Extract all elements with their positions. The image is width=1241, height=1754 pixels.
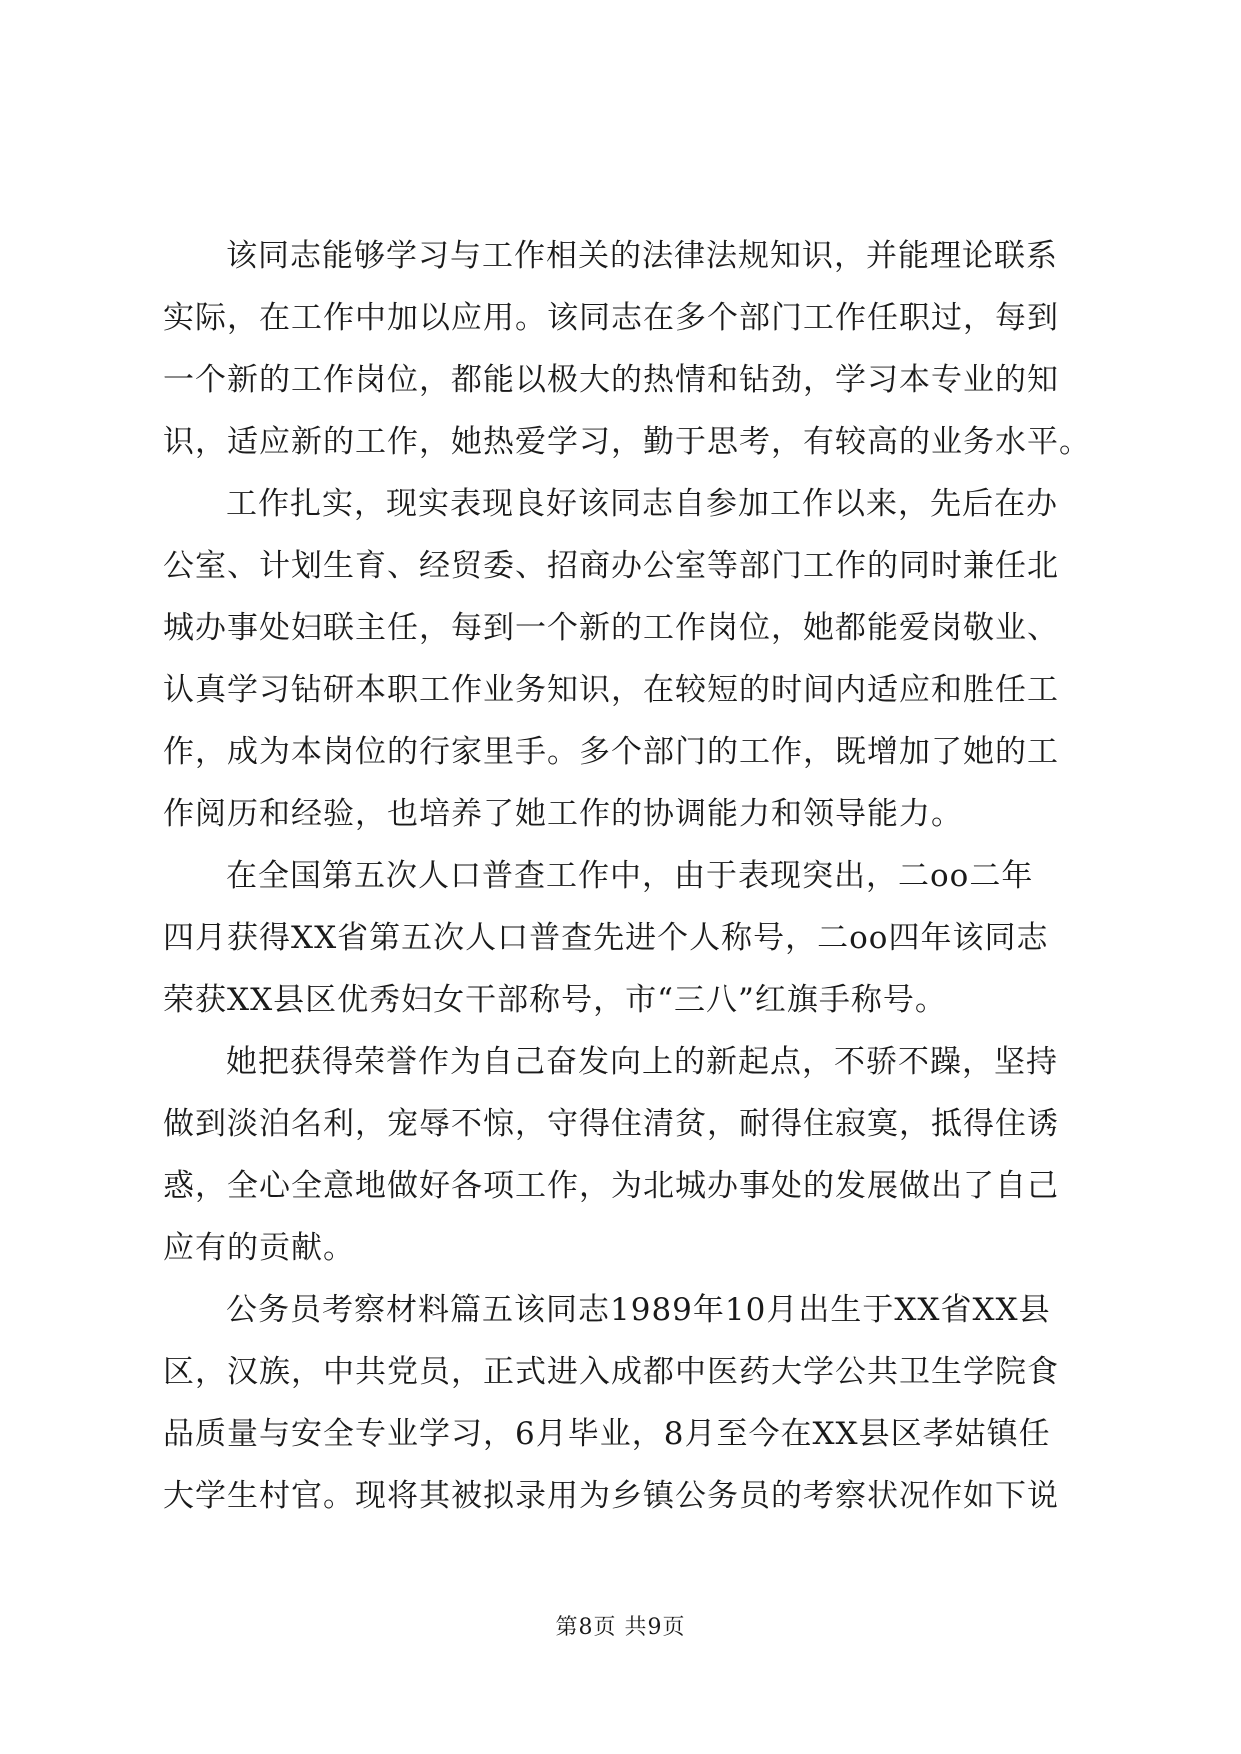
text-line: 公务员考察材料篇五该同志1989年10月出生于XX省XX县 <box>226 1292 1051 1328</box>
paragraph-3 <box>163 845 1083 1031</box>
page-footer <box>0 1610 1241 1641</box>
paragraph-2 <box>163 473 1083 845</box>
text-line: 作，成为本岗位的行家里手。多个部门的工作，既增加了她的工 <box>163 734 1059 770</box>
paragraph-5 <box>163 1279 1083 1527</box>
text-line: 认真学习钻研本职工作业务知识，在较短的时间内适应和胜任工 <box>163 672 1059 708</box>
text-line: 惑，全心全意地做好各项工作，为北城办事处的发展做出了自己 <box>163 1168 1059 1204</box>
document-body <box>163 225 1091 1527</box>
text-line: 应有的贡献。 <box>163 1230 355 1266</box>
text-line: 在全国第五次人口普查工作中，由于表现突出，二oo二年 <box>226 858 1034 894</box>
text-line: 实际，在工作中加以应用。该同志在多个部门工作任职过，每到 <box>163 300 1059 336</box>
text-line: 一个新的工作岗位，都能以极大的热情和钻劲，学习本专业的知 <box>163 362 1059 398</box>
text-line: 她把获得荣誉作为自己奋发向上的新起点，不骄不躁，坚持 <box>226 1044 1058 1080</box>
page-number-label: 第8页 共9页 <box>555 1615 686 1640</box>
paragraph-4 <box>163 1031 1083 1279</box>
text-line: 区，汉族，中共党员，正式进入成都中医药大学公共卫生学院食 <box>163 1354 1059 1390</box>
text-line: 该同志能够学习与工作相关的法律法规知识，并能理论联系 <box>226 238 1058 274</box>
paragraph-1 <box>163 225 1091 473</box>
text-line: 工作扎实，现实表现良好该同志自参加工作以来，先后在办 <box>226 486 1058 522</box>
text-line: 识，适应新的工作，她热爱学习，勤于思考，有较高的业务水平。 <box>163 424 1091 460</box>
text-line: 作阅历和经验，也培养了她工作的协调能力和领导能力。 <box>163 796 963 832</box>
text-line: 品质量与安全专业学习，6月毕业，8月至今在XX县区孝姑镇任 <box>163 1416 1051 1452</box>
text-line: 公室、计划生育、经贸委、招商办公室等部门工作的同时兼任北 <box>163 548 1059 584</box>
text-line: 做到淡泊名利，宠辱不惊，守得住清贫，耐得住寂寞，抵得住诱 <box>163 1106 1059 1142</box>
text-line: 大学生村官。现将其被拟录用为乡镇公务员的考察状况作如下说 <box>163 1478 1059 1514</box>
text-line: 城办事处妇联主任，每到一个新的工作岗位，她都能爱岗敬业、 <box>163 610 1059 646</box>
text-line: 荣获XX县区优秀妇女干部称号，市“三八”红旗手称号。 <box>163 982 947 1018</box>
text-line: 四月获得XX省第五次人口普查先进个人称号，二oo四年该同志 <box>163 920 1049 956</box>
